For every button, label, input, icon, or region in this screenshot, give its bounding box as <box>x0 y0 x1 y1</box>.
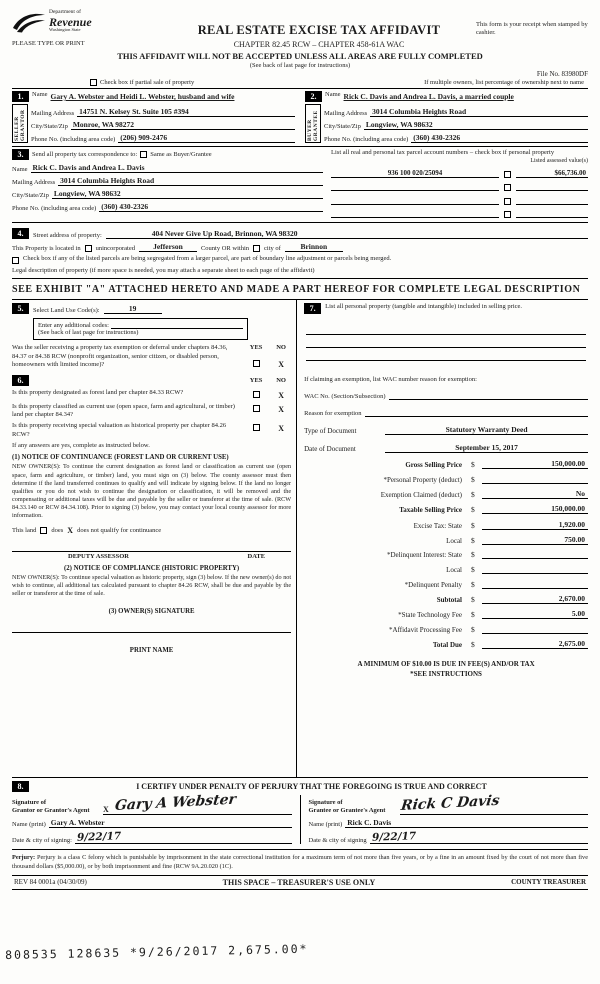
buyer-section <box>305 91 588 143</box>
buyer-city-label: City/State/Zip <box>324 123 361 131</box>
grantee-date-label: Date & city of signing <box>308 837 367 845</box>
codes-see-back-note: (See back of last page for instructions) <box>38 329 139 337</box>
multiple-owners-note: If multiple owners, list percentage of ownership next to name <box>424 79 584 86</box>
exhibit-a-line: SEE EXHIBIT "A" ATTACHED HERETO AND MADE A PART HEREOF FOR COMPLETE LEGAL DESCRIPTION <box>12 279 588 300</box>
parcel-row <box>331 209 588 218</box>
current-use-no-mark: X <box>278 404 284 414</box>
seller-mailing-value: 14751 N. Kelsey St. Suite 105 #394 <box>77 107 295 117</box>
document-type-value: Statutory Warranty Deed <box>385 425 588 435</box>
certify-statement: I CERTIFY UNDER PENALTY OF PERJURY THAT THE FOREGOING IS TRUE AND CORRECT <box>136 782 487 792</box>
see-instructions-note: *SEE INSTRUCTIONS <box>410 670 482 678</box>
no-header: NO <box>276 376 286 384</box>
seller-city-label: City/State/Zip <box>31 123 68 131</box>
personal-property-blank <box>306 348 586 361</box>
grantor-sig-label-2: Grantor or Grantor's Agent <box>12 807 90 815</box>
seller-section <box>12 91 295 143</box>
parcel-number-blank <box>331 196 499 205</box>
section-3-badge: 3. <box>12 149 29 160</box>
fee-value <box>482 579 588 589</box>
corr-name-value: Rick C. Davis and Andrea L. Davis <box>31 163 324 173</box>
current-use-question-row <box>12 403 291 420</box>
county-or-label: County OR within <box>200 245 250 253</box>
parcel-number-value: 936 100 020/25094 <box>331 169 499 178</box>
please-type-label: PLEASE TYPE OR PRINT <box>12 40 85 48</box>
section-7-header <box>304 303 588 314</box>
notice-compliance-text: NEW OWNER(S): To continue special valuation as historic property, sign (3) below. If the new owner(s) do not wish to continue, all additional tax calculated pursuant to chapter 84.26 RCW, shall be due and payable by the seller or transferor at the time of sale. <box>12 573 292 597</box>
continuance-answer-row <box>12 526 291 535</box>
fee-label: Local <box>446 566 462 575</box>
fee-value: No <box>482 489 588 499</box>
dept-revenue-logo <box>12 10 162 33</box>
dollar-sign: $ <box>471 640 475 649</box>
fee-label: *Personal Property (deduct) <box>383 475 462 484</box>
city-of-label: city of <box>264 245 281 253</box>
section-8-badge: 8. <box>12 781 29 792</box>
grantor-signature: Gary A Webster <box>113 791 237 815</box>
fee-row <box>304 489 588 499</box>
grantor-name-label: Name (print) <box>12 821 46 829</box>
grantor-date-value <box>75 831 292 844</box>
partial-sale-checkbox <box>90 79 97 86</box>
rev-form-number: REV 84 0001a (04/30/09) <box>14 878 87 887</box>
fee-label: Excise Tax: State <box>413 521 462 530</box>
unincorporated-label: unincorporated <box>95 245 135 253</box>
document-date-label: Date of Document <box>304 445 356 454</box>
assessed-values-header: Listed assessed value(s) <box>530 158 588 165</box>
section-5-header <box>12 303 291 314</box>
section-2-badge: 2. <box>305 91 322 102</box>
forest-no-mark: X <box>278 390 284 400</box>
historic-yes-checkbox <box>253 424 260 431</box>
buyer-name-label: Name <box>325 91 341 98</box>
yes-header: YES <box>249 344 263 352</box>
fee-row <box>304 594 588 604</box>
fee-label: Total Due <box>432 641 462 649</box>
logo-dept-line: Department of <box>49 9 81 15</box>
grantor-sig-label-1: Signature of <box>12 799 47 806</box>
fee-value <box>482 624 588 634</box>
fee-table <box>304 459 588 649</box>
fee-label: *Delinquent Penalty <box>404 580 462 589</box>
grantee-date-value <box>370 831 588 844</box>
fee-label: *Affidavit Processing Fee <box>389 625 462 634</box>
forest-land-question-row <box>12 389 291 400</box>
grantee-name-value: Rick C. Davis <box>345 818 588 828</box>
dollar-sign: $ <box>471 594 475 604</box>
fee-row <box>304 579 588 589</box>
tax-correspondence-label: Send all property tax correspondence to: <box>32 151 138 159</box>
header-left <box>12 10 162 47</box>
additional-codes-box <box>33 318 248 340</box>
buyer-city-value: Longview, WA 98632 <box>364 120 588 130</box>
fee-label: *Delinquent Interest: State <box>386 551 462 560</box>
grantee-sig-label-1: Signature of <box>308 799 343 806</box>
fee-row <box>304 639 588 649</box>
grantee-role-label: GRANTEE <box>313 110 319 142</box>
parties-row <box>12 89 588 147</box>
fee-row <box>304 459 588 469</box>
exemption-question: Was the seller receiving a property tax exemption or deferral under chapters 84.36, 84.37 or 84.38 RCW (nonprofit organization, senior citizen, or disabled person, homeowners with limited income)? <box>12 344 228 369</box>
yes-header: YES <box>249 376 263 384</box>
grantee-signature: Rick C Davis <box>399 792 500 815</box>
grantee-name-label: Name (print) <box>308 821 343 829</box>
unincorporated-checkbox <box>85 245 92 252</box>
personal-property-checkbox <box>504 171 511 178</box>
fee-label: Exemption Claimed (deduct) <box>380 491 462 500</box>
personal-property-blank <box>306 322 586 335</box>
parcel-row <box>331 182 588 191</box>
date-label: DATE <box>247 552 266 560</box>
fee-label: Gross Selling Price <box>405 461 462 470</box>
right-column <box>297 300 588 777</box>
parcel-numbers-header: List all real and personal tax parcel account numbers – check box if personal property <box>331 149 555 157</box>
fee-row <box>304 535 588 545</box>
perjury-lead: Perjury: <box>12 854 36 862</box>
dollar-sign: $ <box>471 505 475 515</box>
fee-value <box>482 474 588 484</box>
street-address-label: Street address of property: <box>33 232 102 240</box>
buyer-mailing-label: Mailing Address <box>324 110 368 118</box>
same-as-buyer-checkbox <box>140 151 147 158</box>
city-value: Brinnon <box>285 242 343 252</box>
fee-value: 750.00 <box>482 535 588 545</box>
dollar-sign: $ <box>471 474 475 484</box>
assessed-value-blank <box>516 196 588 205</box>
fee-value: 150,000.00 <box>482 459 588 469</box>
section-7-badge: 7. <box>304 303 321 314</box>
fee-row <box>304 609 588 619</box>
grantor-sig-x: X <box>103 805 109 815</box>
logo-revenue-line: Revenue <box>49 14 92 29</box>
buyer-name-value: Rick C. Davis and Andrea L. Davis, a married couple <box>343 92 514 101</box>
segregated-checkbox <box>12 257 19 264</box>
section-1-badge: 1. <box>12 91 29 102</box>
assessed-value-blank <box>516 182 588 191</box>
fee-value: 1,920.00 <box>482 520 588 530</box>
grantee-date-handwritten: 9/22/17 <box>371 830 417 845</box>
fee-row <box>304 474 588 484</box>
buyer-mailing-value: 3014 Columbia Heights Road <box>370 107 588 117</box>
personal-property-blank <box>306 335 586 348</box>
additional-codes-blank <box>111 321 243 329</box>
street-address-value: 404 Never Give Up Road, Brinnon, WA 98320 <box>106 229 588 239</box>
current-use-question: Is this property classified as current use (open space, farm and agricultural, or timber) land per chapter 84.34? <box>12 402 235 418</box>
partial-sale-row <box>12 78 588 89</box>
notice-compliance-title: (2) NOTICE OF COMPLIANCE (HISTORIC PROPERTY) <box>63 564 240 572</box>
dollar-sign: $ <box>471 520 475 530</box>
logo-text <box>49 10 92 33</box>
header-center <box>162 10 476 49</box>
corr-name-label: Name <box>12 166 28 174</box>
form-title: REAL ESTATE EXCISE TAX AFFIDAVIT <box>197 23 441 37</box>
personal-property-checkbox <box>504 184 511 191</box>
partial-sale-label: Check box if partial sale of property <box>100 79 195 86</box>
fee-value: 2,675.00 <box>482 639 588 649</box>
exemption-no-mark: X <box>278 360 284 370</box>
seller-phone-label: Phone No. (including area code) <box>31 136 116 144</box>
section-5-badge: 5. <box>12 303 29 314</box>
grantee-sig-label-2: Grantee or Grantee's Agent <box>308 807 386 815</box>
print-name-label: PRINT NAME <box>129 647 174 655</box>
dollar-sign: $ <box>471 579 475 589</box>
corr-phone-label: Phone No. (including area code) <box>12 205 97 213</box>
city-checkbox <box>253 245 260 252</box>
buyer-phone-label: Phone No. (including area code) <box>324 136 409 144</box>
does-not-mark: X <box>67 525 74 535</box>
wac-number-blank <box>389 392 588 400</box>
corr-mailing-label: Mailing Address <box>12 179 56 187</box>
exemption-reason-blank <box>365 409 588 417</box>
parcel-row <box>331 196 588 205</box>
legal-description-label: Legal description of property (if more space is needed, you may attach a separate sheet to each page of the affidavit) <box>12 266 315 274</box>
land-use-label: Select Land Use Code(s): <box>33 307 100 315</box>
parcel-number-blank <box>331 182 499 191</box>
county-value: Jefferson <box>139 242 197 252</box>
current-use-yes-checkbox <box>253 405 260 412</box>
fee-row <box>304 624 588 634</box>
fee-row <box>304 520 588 530</box>
owners-signature-line <box>12 632 291 633</box>
header <box>12 10 588 49</box>
county-treasurer-label: COUNTY TREASURER <box>511 878 586 887</box>
fee-label: Taxable Selling Price <box>399 506 462 515</box>
seller-name-label: Name <box>32 91 48 98</box>
logo-swoosh-icon <box>12 11 46 33</box>
seller-role-box <box>12 104 28 143</box>
grantee-signature-block <box>300 792 589 845</box>
fee-value: 150,000.00 <box>482 504 588 514</box>
fee-label: *State Technology Fee <box>398 611 462 620</box>
corr-mailing-value: 3014 Columbia Heights Road <box>58 176 323 186</box>
section-8 <box>12 778 588 850</box>
seller-mailing-label: Mailing Address <box>31 110 75 118</box>
logo-state-line: Washington State <box>49 27 81 33</box>
parcel-number-blank <box>331 209 499 218</box>
grantor-signature-block <box>12 791 300 845</box>
exemption-yes-checkbox <box>253 360 260 367</box>
section-6-badge: 6. <box>12 375 29 386</box>
buyer-phone-value: (360) 430-2326 <box>411 133 588 143</box>
notice-continuance-text: NEW OWNER(S): To continue the current designation as forest land or classification as current use (open space, farm and agriculture, or timber) land, you must sign on (3) below. The county assessor must then determine if the land transferred continues to qualify and will indicate by signing below. If the land no longer qualifies or you do not wish to continue the designation or classification, it will be removed and the compensating or additional taxes will be due and payable by the seller or transferor at the time of sale. (RCW 84.33.140 or RCW 84.34.108). Prior to signing (3) below, you may contact your local county assessor for more information. <box>12 463 292 520</box>
historic-no-mark: X <box>278 424 284 434</box>
fee-row <box>304 565 588 575</box>
chapter-line: CHAPTER 82.45 RCW – CHAPTER 458-61A WAC <box>233 40 405 49</box>
grantor-name-value: Gary A. Webster <box>49 818 292 828</box>
cashier-stamp: 808535 128635 *9/26/2017 2,675.00* <box>5 941 309 962</box>
perjury-paragraph <box>12 854 588 871</box>
dollar-sign: $ <box>471 550 475 560</box>
land-use-code-value: 19 <box>104 304 162 314</box>
personal-property-checkbox <box>504 198 511 205</box>
assessed-value: $66,736.00 <box>516 169 588 178</box>
section-3 <box>12 147 588 223</box>
exemption-question-row <box>12 344 291 369</box>
warning-line: THIS AFFIDAVIT WILL NOT BE ACCEPTED UNLESS ALL AREAS ARE FULLY COMPLETED <box>117 51 483 61</box>
dollar-sign: $ <box>471 565 475 575</box>
buyer-role-label: BUYER <box>307 119 313 142</box>
parcel-row <box>331 169 588 178</box>
perjury-text: Perjury is a class C felony which is punishable by imprisonment in the state correctional institution for a maximum term of not more than five years, or by a fine in an amount fixed by the court of not more than five thousand dollars ($5,000.00), or by both imprisonment and fine (RCW 9A.20.020 (1C). <box>12 854 588 870</box>
fee-value <box>482 565 588 575</box>
buyer-role-box <box>305 104 321 143</box>
dollar-sign: $ <box>471 535 475 545</box>
segregated-label: Check box if any of the listed parcels are being segregated from a larger parcel, are part of boundary line adjustment or parcels being merged. <box>23 255 392 263</box>
personal-property-label: List all personal property (tangible and intangible) included in selling price. <box>325 303 523 311</box>
seller-name-value: Gary A. Webster and Heidi L. Webster, husband and wife <box>50 92 235 101</box>
fee-value: 2,670.00 <box>482 594 588 604</box>
section-6-header <box>12 375 291 386</box>
treasurer-space-label: THIS SPACE – TREASURER'S USE ONLY <box>222 877 376 887</box>
notice-continuance-title: (1) NOTICE OF CONTINUANCE (FOREST LAND OR CURRENT USE) <box>12 454 229 462</box>
receipt-note: This form is your receipt when stamped by cashier. <box>476 21 588 37</box>
corr-phone-value: (360) 430-2326 <box>99 202 323 212</box>
historic-question-row <box>12 422 291 439</box>
grantor-signature-line <box>103 791 292 815</box>
section-4-badge: 4. <box>12 228 29 239</box>
grantor-role-label: GRANTOR <box>20 109 26 142</box>
wac-number-label: WAC No. (Section/Subsection) <box>304 393 386 401</box>
forest-yes-checkbox <box>253 391 260 398</box>
fee-row <box>304 550 588 560</box>
this-land-label: This land <box>12 526 37 534</box>
owners-signature-title: (3) OWNER(S) SIGNATURE <box>108 608 195 616</box>
seller-phone-value: (206) 909-2476 <box>118 133 295 143</box>
minimum-fee-note: A MINIMUM OF $10.00 IS DUE IN FEE(S) AND/OR TAX <box>357 660 535 668</box>
corr-city-label: City/State/Zip <box>12 192 49 200</box>
document-type-label: Type of Document <box>304 427 357 436</box>
fee-label: Subtotal <box>436 595 462 604</box>
grantor-date-handwritten: 9/22/17 <box>76 830 122 845</box>
main-columns <box>12 300 588 778</box>
deputy-assessor-label: DEPUTY ASSESSOR <box>68 552 129 560</box>
see-back-note: (See back of last page for instructions) <box>249 62 351 69</box>
does-not-label: does not qualify for continuance <box>77 526 162 534</box>
dollar-sign: $ <box>471 460 475 470</box>
fee-value <box>482 550 588 560</box>
corr-city-value: Longview, WA 98632 <box>52 189 323 199</box>
seller-city-value: Monroe, WA 98272 <box>71 120 295 130</box>
fee-label: Local <box>446 536 462 545</box>
deputy-assessor-labels <box>12 552 291 560</box>
seller-role-label: SELLER <box>14 116 20 142</box>
personal-property-checkbox <box>504 211 511 218</box>
dollar-sign: $ <box>471 610 475 620</box>
grantor-date-label: Date & city of signing: <box>12 837 72 845</box>
grantee-signature-line <box>399 792 589 815</box>
forest-land-question: Is this property designated as forest land per chapter 84.33 RCW? <box>12 388 184 396</box>
does-checkbox <box>40 527 47 534</box>
fee-value: 5.00 <box>482 609 588 619</box>
footer-row <box>12 875 588 890</box>
section-4 <box>12 223 588 279</box>
located-in-label: This Property is located in <box>12 245 81 253</box>
no-header: NO <box>276 344 286 352</box>
if-yes-note: If any answers are yes, complete as instructed below. <box>12 442 150 450</box>
file-number: File No. 83980DF <box>536 70 588 78</box>
dollar-sign: $ <box>471 624 475 634</box>
does-label: does <box>51 526 64 534</box>
exemption-claim-note: If claiming an exemption, list WAC number reason for exemption: <box>304 376 477 384</box>
additional-codes-label: Enter any additional codes: <box>38 322 109 330</box>
assessed-value-blank <box>516 209 588 218</box>
fee-row <box>304 504 588 514</box>
exemption-reason-label: Reason for exemption <box>304 410 362 418</box>
same-as-buyer-label: Same as Buyer/Grantee <box>150 151 212 159</box>
document-date-value: September 15, 2017 <box>385 443 588 453</box>
historic-question: Is this property receiving special valuation as historical property per chapter 84.26 RCW? <box>12 422 227 438</box>
dollar-sign: $ <box>471 490 475 500</box>
left-column <box>12 300 297 777</box>
